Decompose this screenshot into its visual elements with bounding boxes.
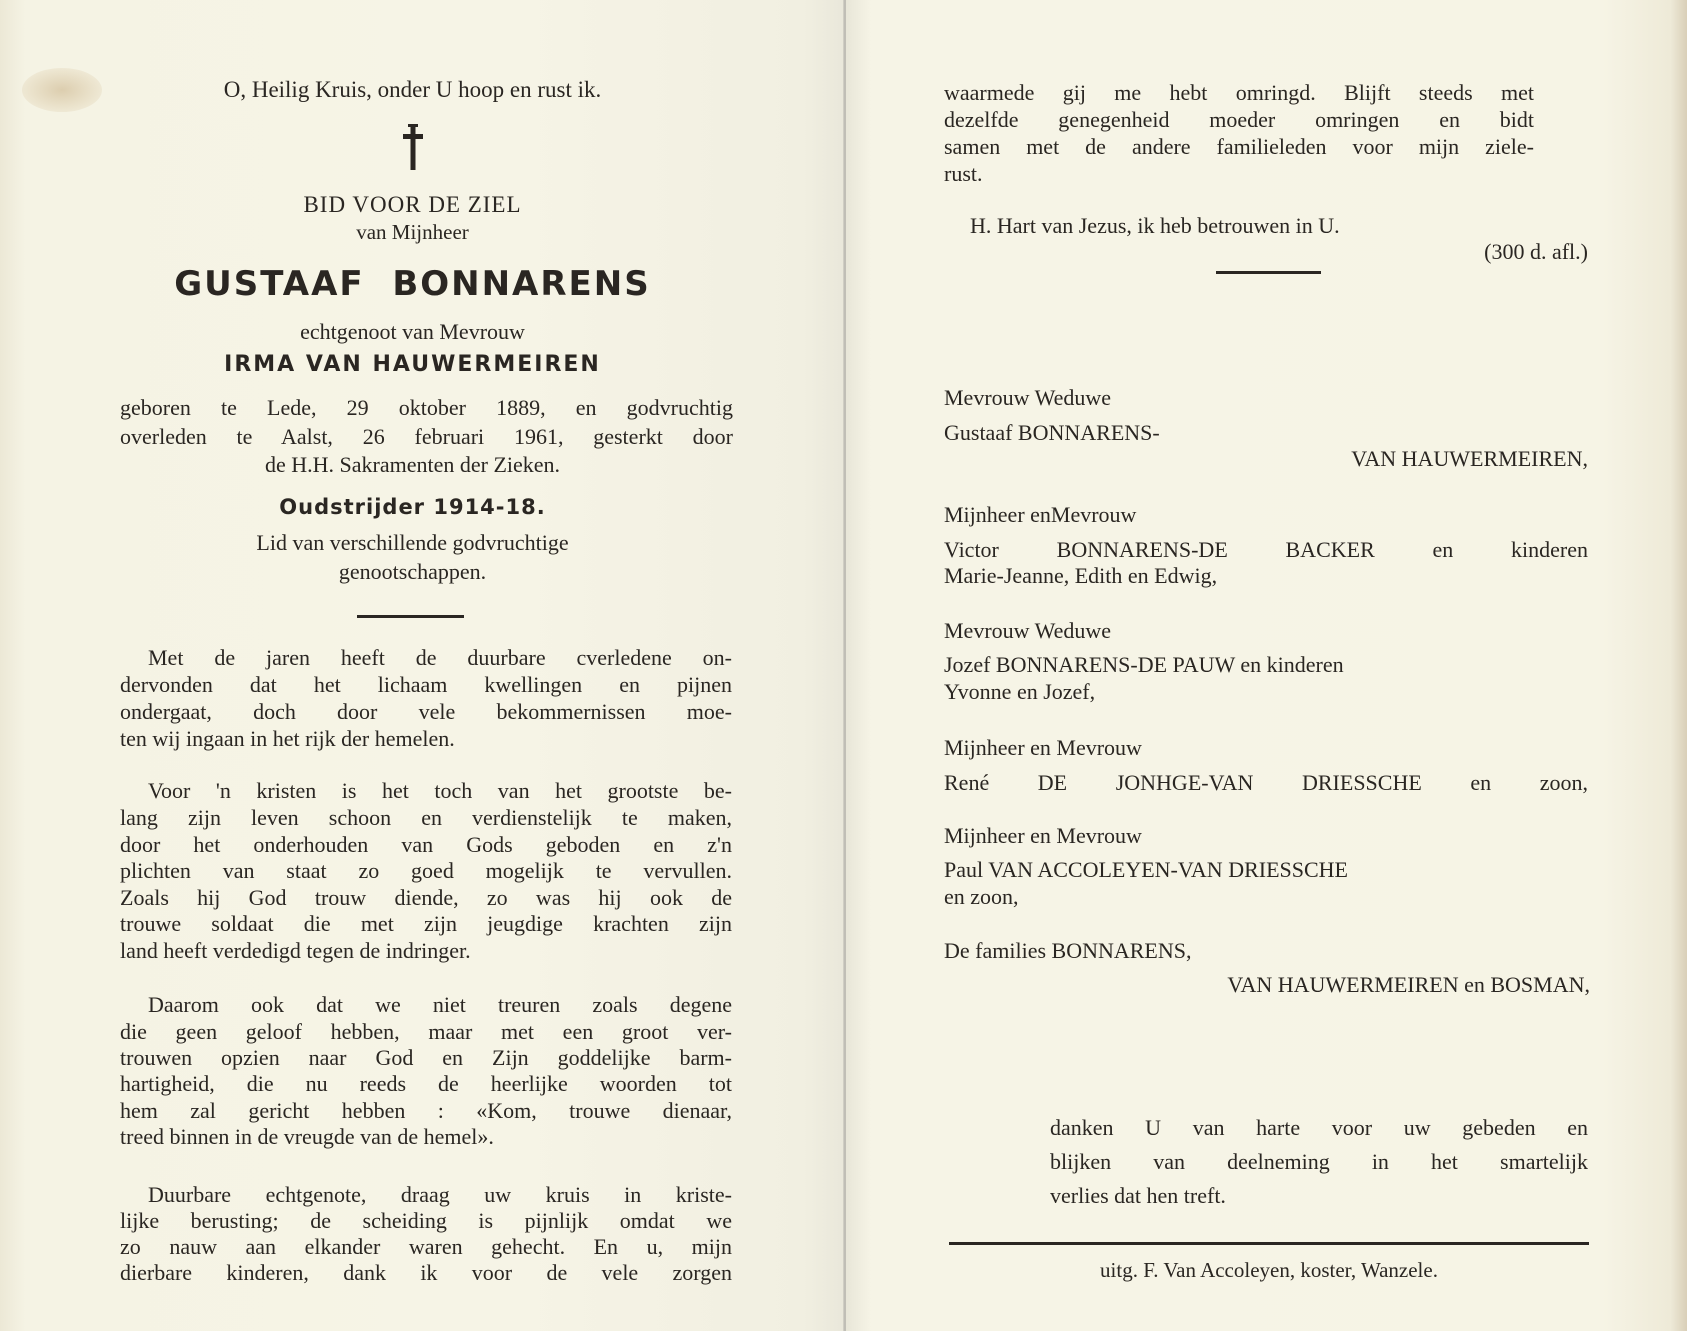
body-line: ondergaat, doch door vele bekommernissen moe- (120, 699, 732, 724)
body-line: dervonden dat het lichaam kwellingen en pijnen (120, 672, 732, 697)
family-children: Yvonne en Jozef, (944, 679, 1096, 704)
membership-line: genootschappen. (338, 559, 487, 584)
indulgence-note: (300 d. afl.) (1484, 239, 1588, 264)
body-line: dezelfde genegenheid moeder omringen en bidt (944, 107, 1534, 132)
invocation: O, Heilig Kruis, onder U hoop en rust ik. (223, 77, 602, 102)
family-name: VAN HAUWERMEIREN, (1351, 446, 1588, 471)
birth-death-line: de H.H. Sakramenten der Zieken. (264, 452, 561, 477)
family-title: Mijnheer enMevrouw (944, 502, 1137, 527)
family-children: Marie-Jeanne, Edith en Edwig, (944, 563, 1218, 588)
birth-death-line: geboren te Lede, 29 oktober 1889, en godvruchtig (120, 395, 733, 420)
body-line: door het onderhouden van Gods geboden en z'n (120, 832, 732, 857)
paper-stain (22, 68, 102, 112)
body-line: land heeft verdedigd tegen de indringer. (120, 938, 471, 963)
body-line: zo nauw aan elkander waren gehecht. En u, mijn (120, 1234, 732, 1259)
body-line: hartigheid, die nu reeds de heerlijke woorden tot (120, 1071, 732, 1096)
family-title: Mijnheer en Mevrouw (944, 735, 1142, 760)
family-name: Jozef BONNARENS-DE PAUW en kinderen (944, 652, 1344, 677)
deceased-name: GUSTAAF BONNARENS (174, 264, 651, 304)
right-page (846, 0, 1687, 1331)
prayer-line: H. Hart van Jezus, ik heb betrouwen in U. (970, 213, 1340, 238)
birth-death-line: overleden te Aalst, 26 februari 1961, gesterkt door (120, 424, 733, 449)
family-children: en zoon, (944, 884, 1019, 909)
latin-cross-icon (402, 124, 424, 170)
thanks-line: verlies dat hen treft. (1050, 1183, 1226, 1208)
thanks-line: blijken van deelneming in het smartelijk (1050, 1149, 1588, 1174)
body-line: lang zijn leven schoon en verdienstelijk te maken, (120, 805, 732, 830)
pray-heading: BID VOOR DE ZIEL (303, 192, 522, 217)
body-line: hem zal gericht hebben : «Kom, trouwe dienaar, (120, 1098, 732, 1123)
membership-line: Lid van verschillende godvruchtige (256, 530, 569, 555)
divider (357, 615, 464, 618)
family-title: Mevrouw Weduwe (944, 618, 1112, 643)
family-name: Paul VAN ACCOLEYEN-VAN DRIESSCHE (944, 857, 1348, 882)
spouse-intro: echtgenoot van Mevrouw (300, 319, 525, 344)
family-name: Victor BONNARENS-DE BACKER en kinderen (944, 537, 1588, 562)
pray-subheading: van Mijnheer (356, 220, 469, 244)
body-line: rust. (944, 161, 983, 186)
body-line: Daarom ook dat we niet treuren zoals degene (148, 992, 732, 1017)
body-line: samen met de andere familieleden voor mijn ziele- (944, 134, 1534, 159)
veteran-label: Oudstrijder 1914-18. (279, 495, 546, 519)
body-line: plichten van staat zo goed mogelijk te vervullen. (120, 858, 732, 883)
footer-rule (949, 1242, 1589, 1245)
family-name: Gustaaf BONNARENS- (944, 420, 1160, 445)
body-line: waarmede gij me hebt omringd. Blijft steeds met (944, 80, 1534, 105)
body-line: trouwe soldaat die met zijn jeugdige krachten zijn (120, 911, 732, 936)
spouse-name: IRMA VAN HAUWERMEIREN (224, 352, 601, 377)
body-line: ten wij ingaan in het rijk der hemelen. (120, 726, 455, 751)
body-line: treed binnen in de vreugde van de hemel». (120, 1124, 494, 1149)
family-title: Mijnheer en Mevrouw (944, 823, 1142, 848)
family-name: VAN HAUWERMEIREN en BOSMAN, (1227, 972, 1590, 997)
publisher-credit: uitg. F. Van Accoleyen, koster, Wanzele. (1100, 1258, 1438, 1282)
body-line: Met de jaren heeft de duurbare cverledene on- (148, 645, 732, 670)
divider (1216, 271, 1321, 274)
body-line: lijke berusting; de scheiding is pijnlijk omdat we (120, 1208, 732, 1233)
body-line: Zoals hij God trouw diende, zo was hij ook de (120, 885, 732, 910)
body-line: dierbare kinderen, dank ik voor de vele zorgen (120, 1260, 732, 1285)
family-name: René DE JONHGE-VAN DRIESSCHE en zoon, (944, 770, 1588, 795)
family-title: Mevrouw Weduwe (944, 385, 1112, 410)
body-line: Voor 'n kristen is het toch van het grootste be- (148, 778, 732, 803)
family-title: De families BONNARENS, (944, 938, 1192, 963)
body-line: trouwen opzien naar God en Zijn goddelijke barm- (120, 1045, 732, 1070)
thanks-line: danken U van harte voor uw gebeden en (1050, 1115, 1588, 1140)
body-line: Duurbare echtgenote, draag uw kruis in kriste- (148, 1182, 732, 1207)
body-line: die geen geloof hebben, maar met een groot ver- (120, 1019, 732, 1044)
